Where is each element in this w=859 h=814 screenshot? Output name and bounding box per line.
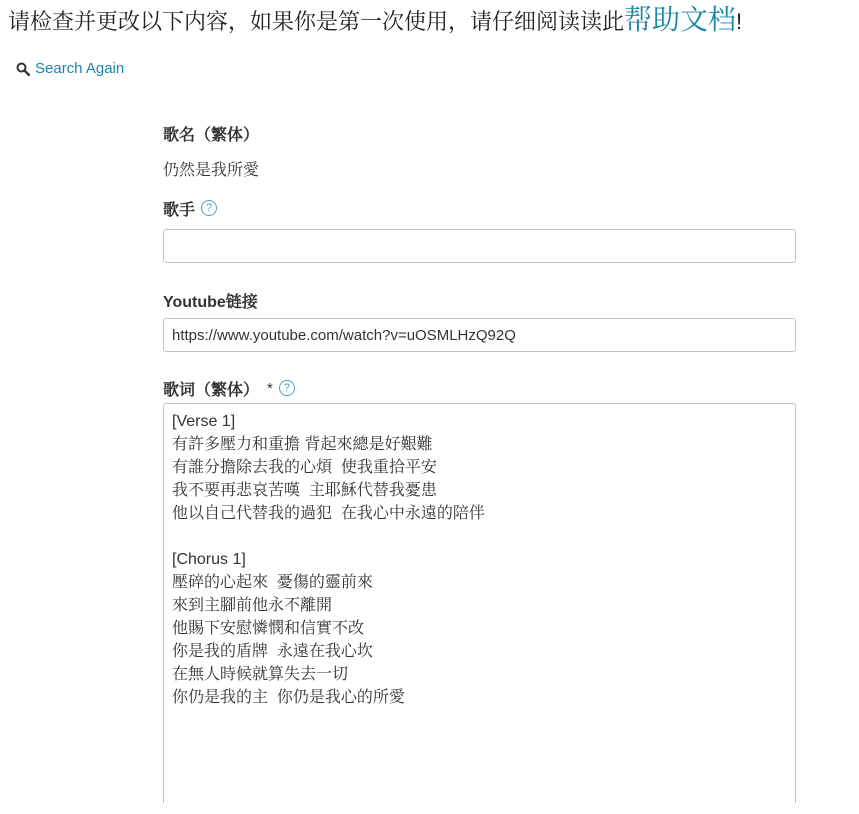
youtube-group <box>163 287 796 352</box>
lyrics-group <box>163 375 796 803</box>
lyrics-textarea[interactable] <box>163 403 796 803</box>
page-header <box>8 2 742 40</box>
song-name-label: 歌名（繁体） <box>163 126 260 144</box>
singer-input[interactable] <box>163 229 796 263</box>
header-text: 请检查并更改以下内容，如果你是第一次使用，请仔细阅读读此 <box>8 9 625 34</box>
singer-group <box>163 195 796 263</box>
youtube-label: Youtube链接 <box>163 293 258 311</box>
song-name-value: 仍然是我所愛 <box>163 162 260 179</box>
singer-help-icon[interactable]: ? <box>201 200 217 216</box>
search-again-link[interactable] <box>16 60 124 77</box>
help-doc-link[interactable]: 帮助文档 <box>624 4 737 35</box>
singer-label: 歌手 ? <box>163 195 796 221</box>
lyrics-label: 歌词（繁体） * ? <box>163 375 796 401</box>
search-icon <box>16 62 30 76</box>
lyrics-help-icon[interactable]: ? <box>279 380 295 396</box>
search-again-label: Search Again <box>35 60 125 77</box>
song-form <box>163 120 796 803</box>
song-name-group <box>163 120 796 179</box>
youtube-input[interactable] <box>163 318 796 352</box>
header-suffix: ! <box>736 9 743 34</box>
required-mark: * <box>267 379 273 397</box>
